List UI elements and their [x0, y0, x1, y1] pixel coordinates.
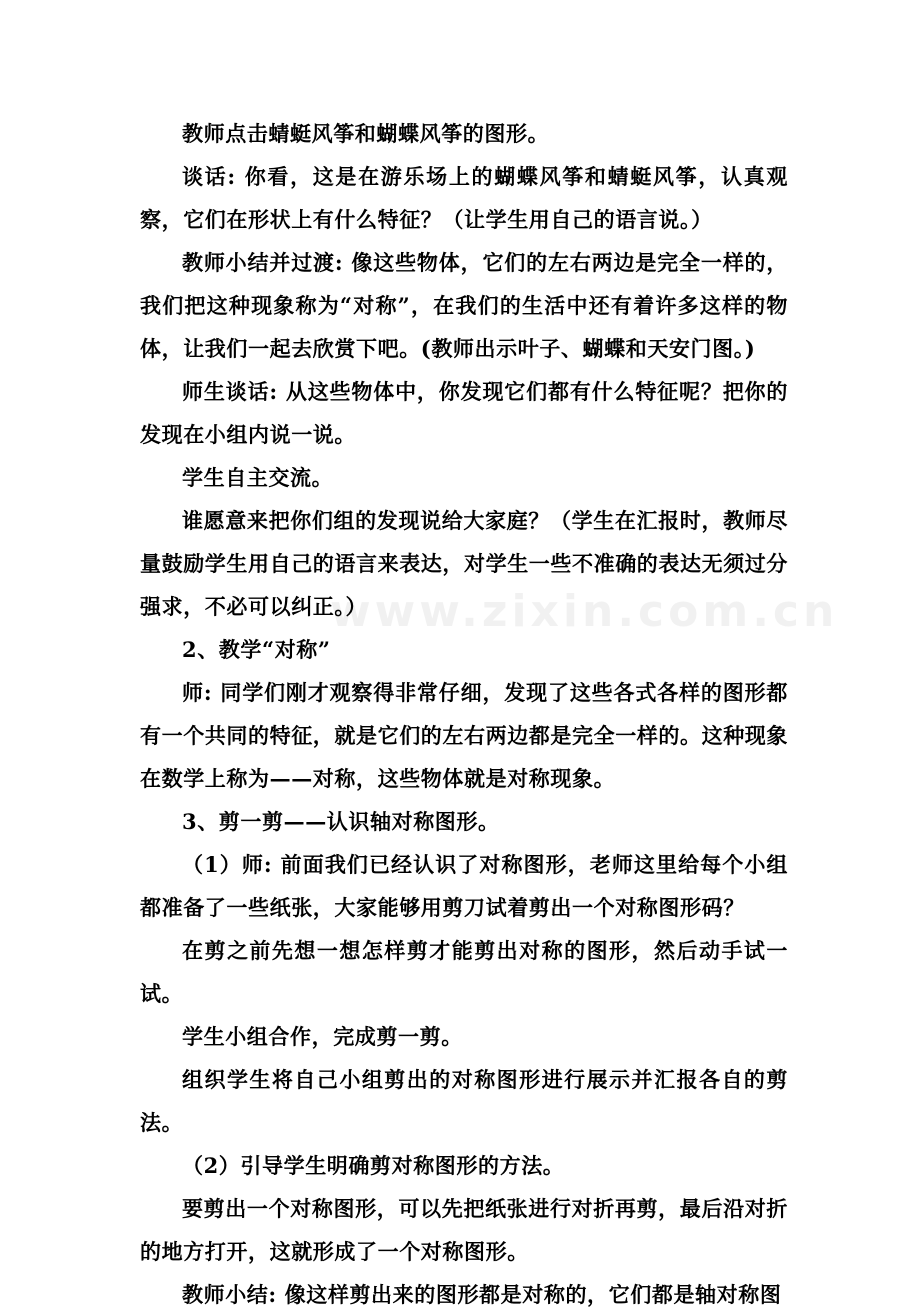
paragraph-1: 教师点击蜻蜓风筝和蝴蝶风筝的图形。 — [182, 121, 550, 146]
paragraph-5: 学生自主交流。 — [182, 465, 334, 490]
paragraph-8: 师: 同学们刚才观察得非常仔细，发现了这些各式各样的图形都有一个共同的特征，就是它们的左右两边都是完全一样的。这种现象在数学上称为——对称，这些物体就是对称现象。 — [140, 680, 788, 791]
paragraph-13: 组织学生将自己小组剪出的对称图形进行展示并汇报各自的剪法。 — [140, 1067, 788, 1135]
paragraph-11: 在剪之前先想一想怎样剪才能剪出对称的图形，然后动手试一试。 — [140, 938, 788, 1006]
section-heading-3: 3、剪一剪——认识轴对称图形。 — [182, 809, 500, 834]
paragraph-3: 教师小结并过渡: 像这些物体，它们的左右两边是完全一样的，我们把这种现象称为“对称”，在我们的生活中还有着许多这样的物体，让我们一起去欣赏下吧。(教师出示叶子、蝴蝶和天安门图。) — [140, 250, 788, 361]
paragraph-12: 学生小组合作，完成剪一剪。 — [182, 1024, 463, 1049]
paragraph-10: （1）师: 前面我们已经认识了对称图形，老师这里给每个小组都准备了一些纸张，大家能够用剪刀试着剪出一个对称图形码？ — [140, 852, 788, 920]
document-body — [140, 112, 788, 1316]
paragraph-15: 要剪出一个对称图形，可以先把纸张进行对折再剪，最后沿对折的地方打开，这就形成了一个对称图形。 — [140, 1196, 788, 1264]
watermark: www.zixin.com.cn — [330, 586, 839, 637]
section-heading-2: 2、教学“对称” — [182, 637, 331, 662]
paragraph-14: （2）引导学生明确剪对称图形的方法。 — [182, 1153, 565, 1178]
paragraph-4: 师生谈话: 从这些物体中，你发现它们都有什么特征呢？把你的发现在小组内说一说。 — [140, 379, 788, 447]
paragraph-6: 谁愿意来把你们组的发现说给大家庭？（学生在汇报时，教师尽量鼓励学生用自己的语言来表达，对学生一些不准确的表达无须过分强求，不必可以纠正。） — [140, 508, 788, 619]
paragraph-2: 谈话: 你看，这是在游乐场上的蝴蝶风筝和蜻蜓风筝，认真观察，它们在形状上有什么特征？（让学生用自己的语言说。） — [140, 164, 788, 232]
paragraph-16: 教师小结: 像这样剪出来的图形都是对称的，它们都是轴对称图 — [182, 1282, 782, 1307]
